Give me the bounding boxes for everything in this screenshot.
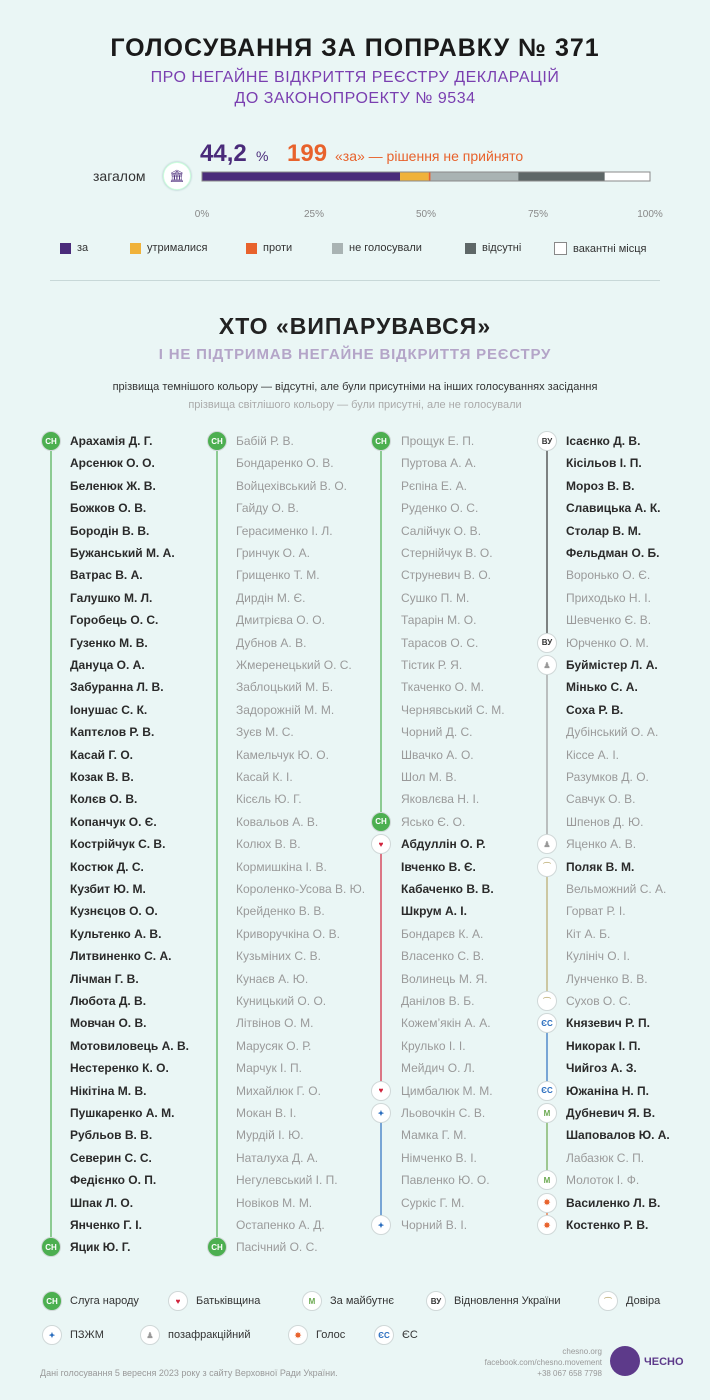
- deputy-name: Мінько С. А.: [566, 680, 638, 695]
- deputy-name: Сушко П. М.: [401, 590, 470, 605]
- x-tick-label: 25%: [303, 209, 325, 220]
- legend-item: [554, 242, 646, 255]
- deputy-name: Марчук І. П.: [236, 1061, 303, 1076]
- legend-label: не голосували: [349, 242, 422, 254]
- deputy-name: Василенко Л. В.: [566, 1195, 661, 1210]
- deputy-name: Куницький О. О.: [236, 994, 327, 1008]
- bar-segment-3: [430, 172, 518, 181]
- deputy-name: Остапенко А. Д.: [236, 1218, 325, 1232]
- vidnovlennia-icon: ВУ: [537, 431, 557, 451]
- dovira-icon: ⌒: [537, 991, 557, 1011]
- heart-icon: ♥: [371, 1081, 391, 1101]
- deputy-name: Пушкаренко А. М.: [70, 1106, 175, 1120]
- party-legend-item: [426, 1291, 561, 1311]
- deputy-name: Касай Г. О.: [70, 747, 133, 762]
- party-legend-label: Відновлення України: [454, 1295, 561, 1307]
- deputy-name: Павленко Ю. О.: [401, 1173, 490, 1188]
- legend-item: [130, 242, 208, 254]
- deputy-name: Кормишкіна І. В.: [236, 859, 327, 874]
- party-group-line: [380, 448, 382, 829]
- deputy-name: Яценко А. В.: [566, 837, 637, 852]
- deputy-name: Гринчук О. А.: [236, 546, 311, 560]
- za-maybutnie-icon: М: [537, 1103, 557, 1123]
- sluga-narodu-icon: СН: [207, 431, 227, 451]
- deputy-name: Горобець О. С.: [70, 613, 159, 628]
- deputy-name: Ясько Є. О.: [401, 814, 466, 829]
- party-legend-label: Батьківщина: [196, 1295, 261, 1307]
- party-group-line: [546, 672, 548, 851]
- deputy-name: Войцехівський В. О.: [236, 478, 348, 493]
- deputy-name: Тістик Р. Я.: [401, 658, 463, 672]
- bar-segment-0: [202, 172, 400, 181]
- deputy-name: Іонушас С. К.: [70, 702, 148, 717]
- deputy-name: Пуртова А. А.: [401, 456, 477, 471]
- section-divider: [50, 280, 660, 281]
- party-legend-item: [288, 1325, 345, 1345]
- deputy-name: Кострійчук С. В.: [70, 837, 166, 852]
- deputy-name: Чернявський С. М.: [401, 702, 505, 717]
- deputy-name: Криворучкіна О. В.: [236, 926, 340, 941]
- party-group-line: [50, 448, 52, 1254]
- deputy-name: Новіков М. М.: [236, 1195, 313, 1210]
- deputy-name: Ісаєнко Д. В.: [566, 434, 641, 448]
- deputy-name: Фельдман О. Б.: [566, 546, 660, 560]
- party-group-line: [546, 448, 548, 650]
- legend-swatch: [130, 243, 141, 254]
- sluga-narodu-icon: СН: [41, 431, 61, 451]
- pzzhm-icon: ✦: [371, 1103, 391, 1123]
- deputy-name: Ватрас В. А.: [70, 568, 143, 583]
- party-legend-label: Голос: [316, 1329, 346, 1341]
- deputy-name: Дирдін М. Є.: [236, 590, 306, 605]
- deputy-name: Шпак Л. О.: [70, 1195, 134, 1210]
- deputy-name: Нестеренко К. О.: [70, 1061, 169, 1076]
- deputy-name: Беленюк Ж. В.: [70, 478, 156, 493]
- pzzhm-icon: ✦: [371, 1215, 391, 1235]
- deputy-name: Бабій Р. В.: [236, 434, 294, 448]
- deputy-name: Колєв О. В.: [70, 792, 138, 807]
- deputy-name: Каптєлов Р. В.: [70, 725, 155, 740]
- person-icon: ♟: [140, 1325, 160, 1345]
- deputy-name: Костюк Д. С.: [70, 859, 144, 874]
- deputy-name: Столар В. М.: [566, 523, 642, 538]
- page-title: ГОЛОСУВАННЯ ЗА ПОПРАВКУ № 371: [110, 34, 600, 62]
- party-legend-label: За майбутнє: [330, 1295, 394, 1307]
- heart-icon: ♥: [168, 1291, 188, 1311]
- deputy-name: Зуєв М. С.: [236, 725, 294, 740]
- deputy-name: Шол М. В.: [401, 770, 457, 784]
- deputy-name: Дубнов А. В.: [236, 635, 307, 650]
- deputy-name: Сухов О. С.: [566, 994, 631, 1008]
- page-subtitle: [0, 67, 710, 109]
- deputy-name: Кузнєцов О. О.: [70, 904, 158, 919]
- party-legend-label: Довіра: [626, 1295, 661, 1307]
- votes-for-count: 199: [287, 140, 328, 167]
- legend-item: [332, 242, 422, 254]
- deputy-name: Лабазюк С. П.: [566, 1150, 645, 1165]
- deputy-name: Мейдич О. Л.: [401, 1061, 476, 1076]
- deputy-name: Бужанський М. А.: [70, 546, 175, 560]
- deputy-name: Гайду О. В.: [236, 501, 299, 516]
- legend-label: проти: [263, 242, 293, 254]
- deputy-name: Соха Р. В.: [566, 702, 624, 717]
- deputy-name: Князевич Р. П.: [566, 1016, 650, 1031]
- note-dark-names: прізвища темнішого кольору — відсутні, але були присутніми на інших голосуваннях засідання: [112, 381, 598, 393]
- sluga-narodu-icon: СН: [42, 1291, 62, 1311]
- sluga-narodu-icon: СН: [207, 1237, 227, 1257]
- deputy-name: Рєпіна Е. А.: [401, 478, 467, 493]
- deputy-name: Кіт А. Б.: [566, 926, 611, 941]
- deputy-name: Мамка Г. М.: [401, 1128, 467, 1143]
- sluga-narodu-icon: СН: [41, 1237, 61, 1257]
- za-maybutnie-icon: М: [302, 1291, 322, 1311]
- section-subtitle: І НЕ ПІДТРИМАВ НЕГАЙНЕ ВІДКРИТТЯ РЕЄСТРУ: [158, 346, 552, 363]
- deputy-name: Забуранна Л. В.: [70, 680, 164, 695]
- deputy-name: Вельможний С. А.: [566, 882, 667, 896]
- party-legend-item: [374, 1325, 418, 1345]
- deputy-name: Бондаренко О. В.: [236, 456, 334, 471]
- deputy-name: Козак В. В.: [70, 770, 134, 784]
- deputy-name: Федієнко О. П.: [70, 1173, 157, 1188]
- vidnovlennia-icon: ВУ: [537, 633, 557, 653]
- deputy-name: Буймістер Л. А.: [566, 658, 658, 672]
- deputy-name: Янченко Г. І.: [70, 1218, 142, 1232]
- subtitle-line2: ДО ЗАКОНОПРОЕКТУ № 9534: [234, 90, 476, 107]
- bar-segment-1: [400, 172, 429, 181]
- deputy-name: Камельчук Ю. О.: [236, 747, 329, 762]
- overall-label: загалом: [93, 168, 146, 184]
- deputy-name: Німченко В. І.: [401, 1150, 477, 1165]
- legend-label: відсутні: [482, 242, 522, 254]
- deputy-name: Кунаєв А. Ю.: [236, 971, 309, 986]
- deputy-name: Мороз В. В.: [566, 478, 635, 493]
- deputy-name: Струневич В. О.: [401, 568, 492, 583]
- deputy-name: Шкрум А. І.: [401, 904, 467, 919]
- site-link[interactable]: chesno.org: [562, 1347, 602, 1356]
- pzzhm-icon: ✦: [42, 1325, 62, 1345]
- phone: +38 067 658 7798: [537, 1369, 602, 1378]
- party-legend-label: ЄС: [402, 1329, 418, 1341]
- sluga-narodu-icon: СН: [371, 431, 391, 451]
- deputy-name: Бондарєв К. А.: [401, 926, 484, 941]
- legend-swatch: [465, 243, 476, 254]
- golos-icon: ✸: [537, 1193, 557, 1213]
- x-tick-label: 75%: [527, 209, 549, 220]
- deputy-name: Абдуллін О. Р.: [401, 837, 486, 852]
- deputy-name: Кісєль Ю. Г.: [236, 792, 302, 807]
- deputy-name: Мокан В. І.: [236, 1106, 297, 1120]
- deputy-name: Власенко С. В.: [401, 949, 485, 964]
- party-legend-item: [42, 1325, 104, 1345]
- deputy-name: Крулько І. І.: [401, 1038, 466, 1053]
- es-icon: ЄС: [537, 1013, 557, 1033]
- deputy-name: Южаніна Н. П.: [566, 1083, 649, 1098]
- party-legend-item: [168, 1291, 260, 1311]
- deputy-name: Данілов В. Б.: [401, 994, 475, 1008]
- deputy-name: Тарарін М. О.: [401, 613, 477, 628]
- deputy-name: Славицька А. К.: [566, 501, 661, 516]
- es-icon: ЄС: [537, 1081, 557, 1101]
- party-legend-item: [302, 1291, 394, 1311]
- deputy-name: Івченко В. Є.: [401, 859, 476, 874]
- deputy-name: Салійчук О. В.: [401, 523, 482, 538]
- percent-unit: %: [256, 148, 269, 164]
- deputy-name: Чорний В. І.: [401, 1218, 468, 1232]
- sluga-narodu-icon: СН: [371, 812, 391, 832]
- deputy-name: Кузбит Ю. М.: [70, 882, 146, 896]
- legend-swatch: [332, 243, 343, 254]
- deputy-name: Дубінський О. А.: [566, 725, 659, 740]
- deputy-name: Прощук Е. П.: [401, 434, 475, 448]
- legend-item: [60, 242, 88, 254]
- deputy-name: Наталуха Д. А.: [236, 1150, 319, 1165]
- deputy-name: Кабаченко В. В.: [401, 882, 494, 896]
- deputy-name: Савчук О. В.: [566, 792, 636, 807]
- deputy-name: Литвиненко С. А.: [70, 949, 172, 964]
- legend-swatch: [60, 243, 71, 254]
- deputy-name: Михайлюк Г. О.: [236, 1083, 321, 1098]
- es-icon: ЄС: [374, 1325, 394, 1345]
- za-maybutnie-icon: М: [537, 1170, 557, 1190]
- x-tick-label: 100%: [637, 209, 663, 220]
- deputy-name: Швачко А. О.: [401, 747, 474, 762]
- deputy-name: Лунченко В. В.: [566, 971, 648, 986]
- party-group-line: [216, 448, 218, 1254]
- vote-result-text: «за» — рішення не прийнято: [335, 148, 524, 164]
- deputy-name: Любота Д. В.: [70, 994, 147, 1008]
- deputy-name: Кіссе А. І.: [566, 747, 620, 762]
- deputy-name: Крейденко В. В.: [236, 904, 325, 919]
- deputy-name: Ковальов А. В.: [236, 814, 319, 829]
- deputy-name: Кісільов І. П.: [566, 456, 642, 471]
- deputy-name: Тарасов О. С.: [401, 635, 479, 650]
- legend-label: за: [77, 242, 89, 254]
- legend-swatch: [554, 242, 567, 255]
- deputy-name: Кожем’якін А. А.: [401, 1016, 491, 1031]
- bar-segment-5: [605, 172, 650, 181]
- deputy-name: Руденко О. С.: [401, 501, 479, 516]
- deputy-name: Заблоцький М. Б.: [236, 680, 334, 695]
- deputy-name: Льовочкін С. В.: [401, 1106, 486, 1120]
- parliament-icon: 🏛: [163, 162, 191, 190]
- logo-text: ЧЕСНО: [644, 1356, 684, 1368]
- chesno-logo-icon: [610, 1346, 640, 1376]
- deputy-name: Копанчук О. Є.: [70, 814, 157, 829]
- deputy-name: Арсенюк О. О.: [70, 456, 155, 471]
- deputy-name: Божков О. В.: [70, 501, 147, 516]
- deputy-name: Короленко-Усова В. Ю.: [236, 882, 366, 896]
- party-group-line: [546, 874, 548, 1008]
- deputy-name: Арахамія Д. Г.: [70, 434, 153, 448]
- person-icon: ♟: [537, 655, 557, 675]
- deputy-name: Пасічний О. С.: [236, 1240, 318, 1255]
- party-legend-label: позафракційний: [168, 1329, 251, 1341]
- deputy-name: Марусяк О. Р.: [236, 1038, 312, 1053]
- deputy-name: Шевченко Є. В.: [566, 613, 652, 628]
- deputy-name: Кузьміних С. В.: [236, 949, 321, 964]
- deputy-name: Культенко А. В.: [70, 926, 162, 941]
- party-legend-item: [42, 1291, 139, 1311]
- deputy-name: Цимбалюк М. М.: [401, 1083, 493, 1098]
- legend-label: утрималися: [147, 242, 208, 254]
- legend-swatch: [246, 243, 257, 254]
- deputy-name: Разумков Д. О.: [566, 770, 649, 784]
- contacts: [480, 1346, 602, 1379]
- party-group-line: [380, 851, 382, 1097]
- deputy-name: Мовчан О. В.: [70, 1016, 147, 1031]
- golos-icon: ✸: [288, 1325, 308, 1345]
- deputy-name: Костенко Р. В.: [566, 1218, 649, 1232]
- x-tick-label: 0%: [194, 209, 210, 220]
- deputy-name: Юрченко О. М.: [566, 635, 649, 650]
- deputy-name: Воронько О. Є.: [566, 568, 651, 583]
- deputy-name: Мотовиловець А. В.: [70, 1038, 189, 1053]
- deputy-name: Задорожній М. М.: [236, 702, 335, 717]
- deputy-name: Волинець М. Я.: [401, 971, 488, 986]
- percent-value: 44,2: [200, 140, 247, 167]
- party-legend-label: ПЗЖМ: [70, 1329, 104, 1341]
- deputy-name: Мурдій І. Ю.: [236, 1128, 304, 1143]
- deputy-name: Приходько Н. І.: [566, 590, 651, 605]
- x-tick-label: 50%: [415, 209, 437, 220]
- dovira-icon: ⌒: [537, 857, 557, 877]
- heart-icon: ♥: [371, 834, 391, 854]
- party-legend-item: [598, 1291, 660, 1311]
- party-legend-item: [140, 1325, 250, 1345]
- deputy-name: Гузенко М. В.: [70, 635, 148, 650]
- deputy-name: Герасименко І. Л.: [236, 523, 333, 538]
- vidnovlennia-icon: ВУ: [426, 1291, 446, 1311]
- facebook-link[interactable]: facebook.com/chesno.movement: [484, 1358, 602, 1367]
- deputy-name: Ткаченко О. М.: [401, 680, 485, 695]
- deputy-name: Горват Р. І.: [566, 904, 626, 919]
- deputy-name: Дубневич Я. В.: [566, 1106, 656, 1120]
- dovira-icon: ⌒: [598, 1291, 618, 1311]
- deputy-name: Дмитрієва О. О.: [236, 613, 325, 628]
- legend-item: [465, 242, 521, 254]
- note-light-names: прізвища світлішого кольору — були присутні, але не голосували: [188, 399, 522, 411]
- legend-label: вакантні місця: [573, 242, 647, 255]
- deputy-name: Грищенко Т. М.: [236, 568, 320, 583]
- deputy-name: Поляк В. М.: [566, 859, 635, 874]
- deputy-name: Стернійчук В. О.: [401, 546, 493, 560]
- deputy-name: Северин С. С.: [70, 1150, 152, 1165]
- person-icon: ♟: [537, 834, 557, 854]
- deputy-name: Бородін В. В.: [70, 523, 150, 538]
- deputy-name: Шаповалов Ю. А.: [566, 1128, 670, 1143]
- deputy-name: Касай К. І.: [236, 770, 293, 784]
- source-note: Дані голосування 5 вересня 2023 року з сайту Верховної Ради України.: [40, 1368, 338, 1378]
- stacked-bar-chart: [0, 160, 710, 220]
- deputy-name: Нікітіна М. В.: [70, 1083, 147, 1098]
- deputy-name: Чийгоз А. З.: [566, 1061, 637, 1076]
- deputy-name: Літвінов О. М.: [236, 1016, 314, 1031]
- bar-segment-2: [429, 172, 431, 181]
- bar-segment-4: [518, 172, 604, 181]
- subtitle-line1: ПРО НЕГАЙНЕ ВІДКРИТТЯ РЕЄСТРУ ДЕКЛАРАЦІЙ: [150, 69, 560, 86]
- deputy-name: Жмеренецький О. С.: [236, 658, 352, 672]
- deputy-name: Молоток І. Ф.: [566, 1173, 640, 1188]
- deputy-name: Дануца О. А.: [70, 658, 145, 672]
- golos-icon: ✸: [537, 1215, 557, 1235]
- deputy-name: Суркіс Г. М.: [401, 1195, 465, 1210]
- legend-item: [246, 242, 292, 254]
- party-legend-label: Слуга народу: [70, 1295, 139, 1307]
- deputy-name: Никорак І. П.: [566, 1038, 641, 1053]
- deputy-name: Галушко М. Л.: [70, 590, 153, 605]
- deputy-name: Лічман Г. В.: [70, 971, 139, 986]
- section-title: ХТО «ВИПАРУВАВСЯ»: [218, 313, 492, 339]
- deputy-name: Шпенов Д. Ю.: [566, 814, 644, 829]
- deputy-name: Яковлєва Н. І.: [401, 792, 480, 807]
- deputy-name: Негулевський І. П.: [236, 1173, 338, 1188]
- deputy-name: Чорний Д. С.: [401, 725, 473, 740]
- deputy-name: Колюх В. В.: [236, 837, 301, 852]
- deputy-name: Кулініч О. І.: [566, 949, 630, 964]
- deputy-name: Рубльов В. В.: [70, 1128, 153, 1143]
- deputy-name: Яцик Ю. Г.: [70, 1240, 131, 1255]
